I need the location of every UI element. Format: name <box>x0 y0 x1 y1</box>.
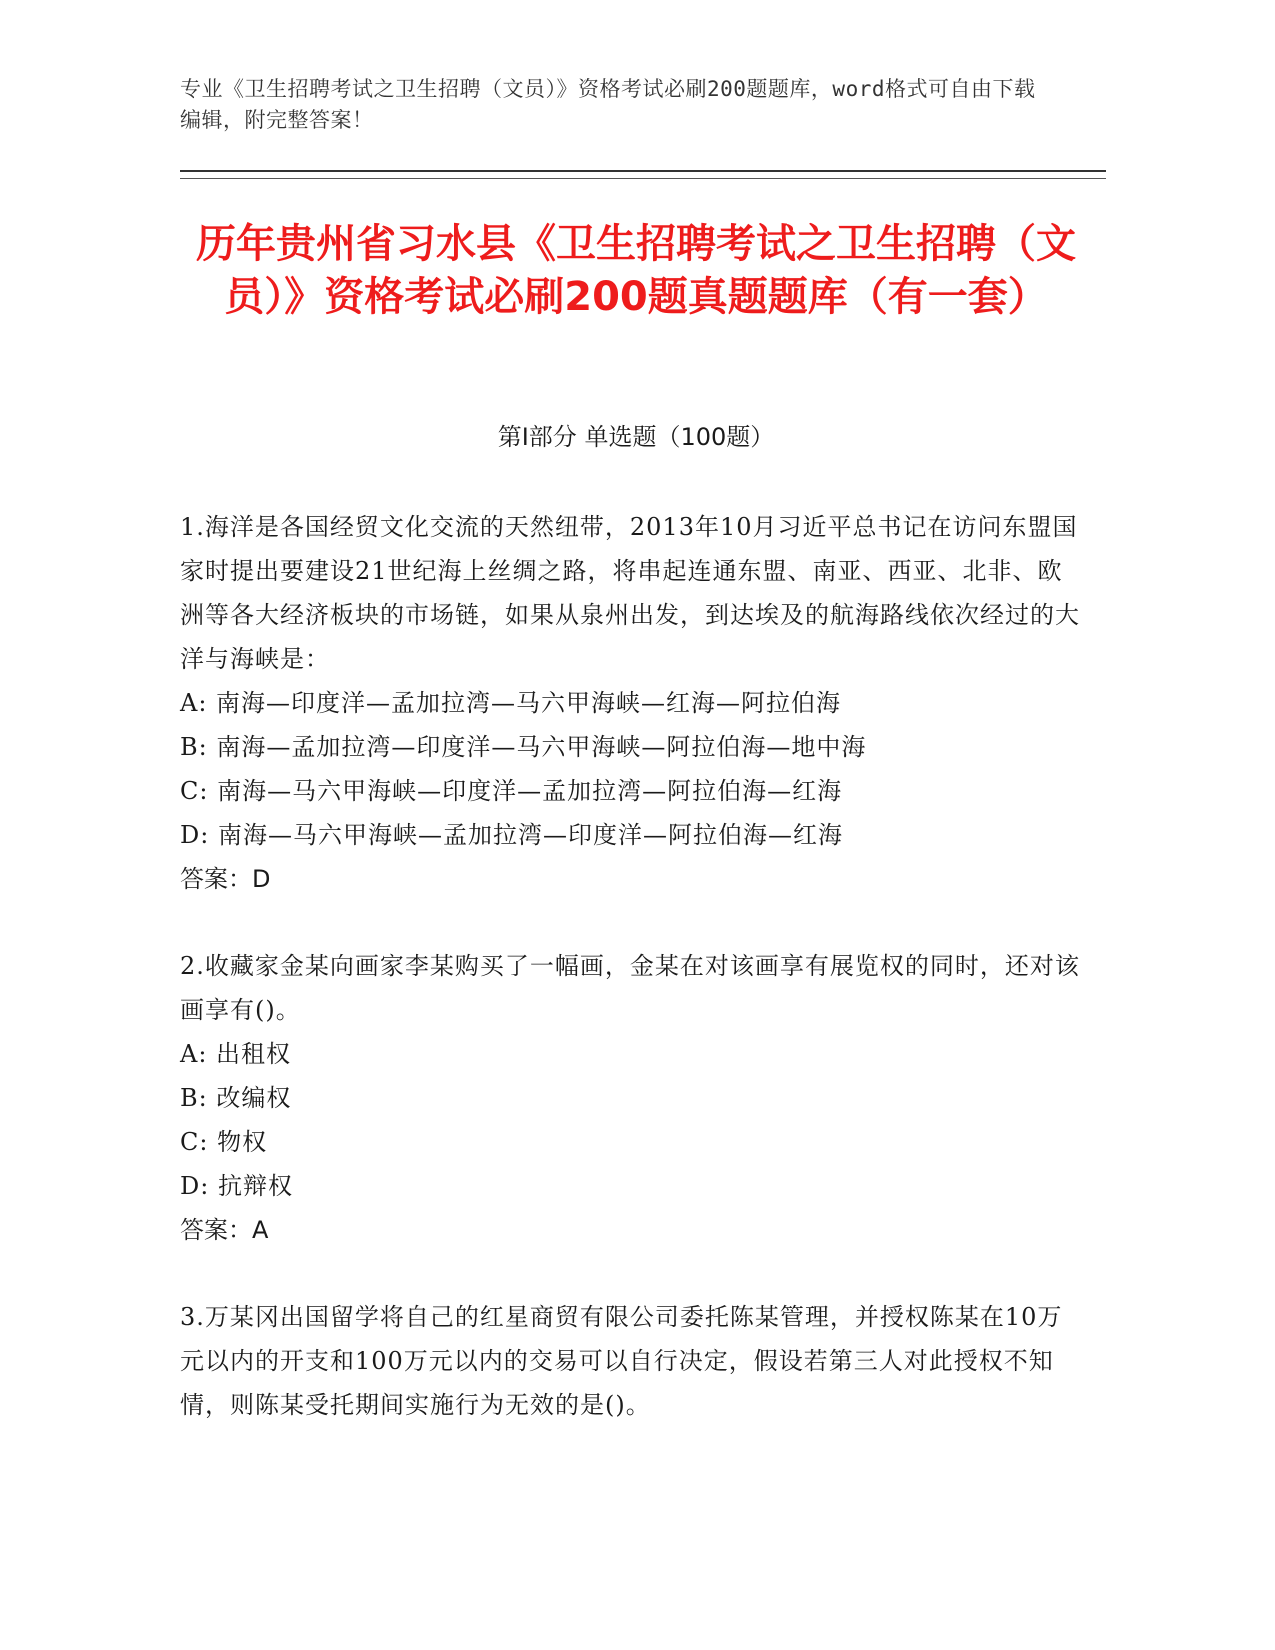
question-list <box>180 505 1080 1470</box>
question-text: 3.万某冈出国留学将自己的红星商贸有限公司委托陈某管理，并授权陈某在10万元以内的开支和100万元以内的交易可以自行决定，假设若第三人对此授权不知情，则陈某受托期间实施行为无效的是()。 <box>180 1303 1063 1419</box>
question-1 <box>180 505 1080 901</box>
option-a: A: 南海—印度洋—孟加拉湾—马六甲海峡—红海—阿拉伯海 <box>180 689 842 717</box>
option-d: D: 抗辩权 <box>180 1172 293 1200</box>
question-2 <box>180 944 1080 1252</box>
question-3 <box>180 1295 1080 1427</box>
option-c: C: 物权 <box>180 1128 268 1156</box>
option-b: B: 改编权 <box>180 1084 292 1112</box>
document-title: 历年贵州省习水县《卫生招聘考试之卫生招聘（文员）》资格考试必刷200题真题题库（有一套） <box>196 221 1076 320</box>
answer-line: 答案：A <box>180 1216 269 1244</box>
header-divider-thin <box>180 178 1106 179</box>
header-note: 专业《卫生招聘考试之卫生招聘（文员）》资格考试必刷200题题库，word格式可自由下载编辑，附完整答案！ <box>180 77 1036 132</box>
option-c: C: 南海—马六甲海峡—印度洋—孟加拉湾—阿拉伯海—红海 <box>180 777 843 805</box>
option-a: A: 出租权 <box>180 1040 292 1068</box>
question-text: 1.海洋是各国经贸文化交流的天然纽带，2013年10月习近平总书记在访问东盟国家时提出要建设21世纪海上丝绸之路，将串起连通东盟、南亚、西亚、北非、欧洲等各大经济板块的市场链，如果从泉州出发，到达埃及的航海路线依次经过的大洋与海峡是： <box>180 513 1080 673</box>
section-heading: 第I部分 单选题（100题） <box>497 423 775 451</box>
header-divider-thick <box>180 170 1106 172</box>
option-d: D: 南海—马六甲海峡—孟加拉湾—印度洋—阿拉伯海—红海 <box>180 821 843 849</box>
question-text: 2.收藏家金某向画家李某购买了一幅画，金某在对该画享有展览权的同时，还对该画享有()。 <box>180 952 1080 1024</box>
option-b: B: 南海—孟加拉湾—印度洋—马六甲海峡—阿拉伯海—地中海 <box>180 733 867 761</box>
answer-line: 答案：D <box>180 865 271 893</box>
